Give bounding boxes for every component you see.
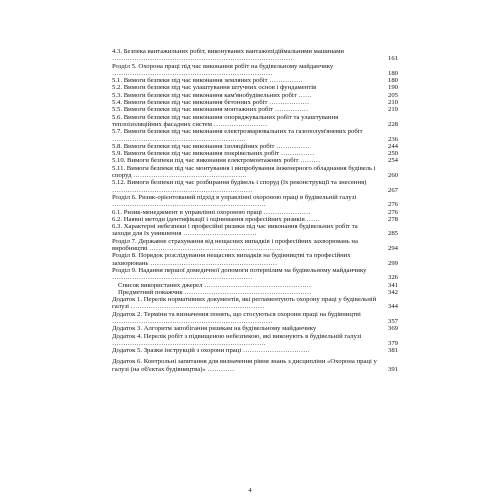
toc-entry-page: 299 — [387, 259, 398, 267]
toc-entry-title: Розділ 8. Порядок розслідування нещасних випадків на будівництві та професійних захворювань ………………………………………………… — [112, 252, 351, 267]
toc-entry-title: Додаток 6. Контрольні запитання для визначення рівня знань з дисципліни «Охорона праці у галузі (на об'єктах будівництва)» ………… — [112, 358, 377, 373]
toc-entry — [112, 179, 398, 194]
toc-entry — [112, 347, 398, 354]
toc-entry — [112, 143, 398, 150]
toc-entry-title: 6.3. Характерні небезпеки і професійні ризики під час виконання будівельних робіт та заходи для їх уникнення …………………………… — [112, 223, 358, 238]
toc-entry-title: Розділ 9. Надання першої домедичної допомоги потерпілим на будівельному майданчику ……………………………………………………… — [112, 266, 367, 282]
toc-entry-title: 5.2. Вимоги безпеки під час улаштування штучних основ і фундаментів — [112, 84, 317, 92]
toc-entry — [112, 128, 398, 143]
toc-entry-page: 254 — [387, 157, 398, 165]
toc-entry-page: 180 — [387, 77, 398, 85]
toc-entry — [112, 311, 398, 326]
toc-entry-title: 6.2. Наявні методи ідентифікації і оцінювання професійних ризиків …… — [112, 215, 320, 223]
toc-entry — [112, 296, 398, 311]
toc-entry-title: Предметний покажчик ………………………………………………… — [118, 288, 312, 296]
toc-entry-page: 357 — [387, 317, 398, 325]
toc-entry — [112, 114, 398, 129]
toc-entry-title: Додаток 2. Терміни та визначення понять, що стосуються охорони праці на будівництві ……………………………………………………………… — [112, 310, 361, 325]
toc-entry-page: 205 — [387, 91, 398, 99]
toc-entry-page: 267 — [387, 186, 398, 194]
toc-entry-title: Розділ 6. Ризик-орієнтований підхід в управлінні охороною праці в будівельній галузі …………………………………………………………… — [112, 193, 357, 209]
toc-entry-title: Додаток 5. Зразки інструкцій з охорони праці ………………………… — [112, 347, 310, 355]
toc-entry-page: 342 — [387, 288, 398, 296]
toc-entry-title: Додаток 1. Перелік нормативних документів, які регламентують охорону праці у будівельній галузі …………………………………………………… — [112, 296, 377, 311]
toc-entry-title: Додаток 3. Алгоритм запобігання ризикам на будівельному майданчику — [112, 325, 317, 333]
toc-entry-page: 161 — [387, 55, 398, 63]
toc-entry — [112, 223, 398, 238]
toc-entry — [112, 325, 398, 332]
toc-entry-page: 278 — [387, 215, 398, 223]
toc-entry-title: Додаток 4. Перелік робіт з підвищеною небезпекою, які виконують в будівельній галузі …………………………………………………………… — [112, 332, 362, 347]
table-of-contents — [112, 48, 398, 373]
toc-entry — [112, 92, 398, 99]
toc-entry-title: 5.9. Вимоги безпеки під час виконання покрівельних робіт …………… — [112, 150, 315, 158]
toc-entry-page: 219 — [387, 106, 398, 114]
toc-entry — [112, 252, 398, 267]
toc-entry — [112, 209, 398, 216]
toc-entry-page: 236 — [387, 135, 398, 143]
toc-entry-title: Розділ 5. Охорона праці під час виконання робіт на будівельному майданчику ……………………………………………………………… — [112, 62, 334, 77]
toc-entry-title: 5.12. Вимоги безпеки під час розбирання будівель і споруд (їх реконструкції та знесення) ……………………………………………………… — [112, 179, 367, 194]
toc-entry-page: 344 — [387, 303, 398, 311]
toc-entry-page: 190 — [387, 84, 398, 92]
toc-entry-title: 6.1. Ризик-менеджмент в управлінні охороною праці ………………… — [112, 208, 311, 216]
toc-entry-title: 5.7. Вимоги безпеки під час виконання електрозварювальних та газополум'яневих робіт …………………………………………………… — [112, 128, 363, 143]
toc-entry — [112, 216, 398, 223]
toc-entry — [112, 157, 398, 164]
toc-entry-page: 294 — [387, 245, 398, 253]
toc-entry — [112, 77, 398, 84]
toc-entry-title: 5.8. Вимоги безпеки під час виконання ізоляційних робіт …………… — [112, 142, 310, 150]
toc-entry-page: 379 — [387, 339, 398, 347]
toc-entry — [112, 48, 398, 63]
toc-entry-title: 5.3. Вимоги безпеки під час виконання кам'янобудівельних робіт …… — [112, 91, 312, 99]
toc-entry-page: 326 — [387, 274, 398, 282]
toc-entry — [112, 282, 398, 289]
toc-entry-page: 244 — [387, 142, 398, 150]
toc-entry-title: 4.3. Безпека вантажильних робіт, виконуваних вантажопідіймальними машинами ……………………………………………………………………… — [112, 48, 344, 63]
toc-entry-page: 260 — [387, 172, 398, 180]
toc-entry-title: 5.1. Вимоги безпеки під час виконання земляних робіт …………… — [112, 77, 303, 85]
toc-entry-title: 5.11. Вимоги безпеки під час монтування і випробування інженерного обладнання будівель і споруд …………………………………………… — [112, 164, 376, 180]
toc-entry-page: 228 — [387, 120, 398, 128]
toc-entry — [112, 165, 398, 180]
toc-entry — [112, 267, 398, 282]
toc-entry-page: 210 — [387, 99, 398, 107]
toc-entry-page: 180 — [387, 69, 398, 77]
toc-entry — [112, 238, 398, 253]
toc-entry-title: 5.10. Вимоги безпеки під час виконання електромонтажних робіт ……… — [112, 157, 321, 165]
toc-entry — [112, 84, 398, 91]
toc-entry-page: 276 — [387, 208, 398, 216]
toc-entry-page: 285 — [387, 230, 398, 238]
toc-entry — [112, 289, 398, 296]
toc-entry — [112, 333, 398, 348]
toc-entry — [112, 106, 398, 113]
toc-entry-title: Список використаних джерел ………………………………………… — [118, 281, 312, 289]
toc-entry — [112, 150, 398, 157]
toc-entry — [112, 63, 398, 78]
toc-entry-title: Розділ 7. Державне страхування від нещасних випадків і професійних захворювань на виробництві …………………………………………………… — [112, 237, 358, 253]
toc-entry — [112, 194, 398, 209]
page-number: 4 — [248, 487, 252, 494]
toc-entry-page: 276 — [387, 201, 398, 209]
toc-entry-page: 369 — [387, 325, 398, 333]
toc-entry-title: 5.5. Вимоги безпеки під час виконання монтажних робіт …………… — [112, 106, 309, 114]
toc-entry-page: 341 — [387, 281, 398, 289]
toc-entry-title: 5.4. Вимоги безпеки під час виконання бетонних робіт ……………… — [112, 99, 310, 107]
toc-entry — [112, 99, 398, 106]
toc-entry-page: 381 — [387, 347, 398, 355]
toc-entry — [112, 358, 398, 373]
toc-entry-title: 5.6. Вимоги безпеки під час виконання опоряджувальних робіт та улаштування теплоізоляційних фасадних систем …………………… — [112, 113, 339, 128]
toc-entry-page: 250 — [387, 150, 398, 158]
toc-entry-page: 391 — [387, 365, 398, 373]
